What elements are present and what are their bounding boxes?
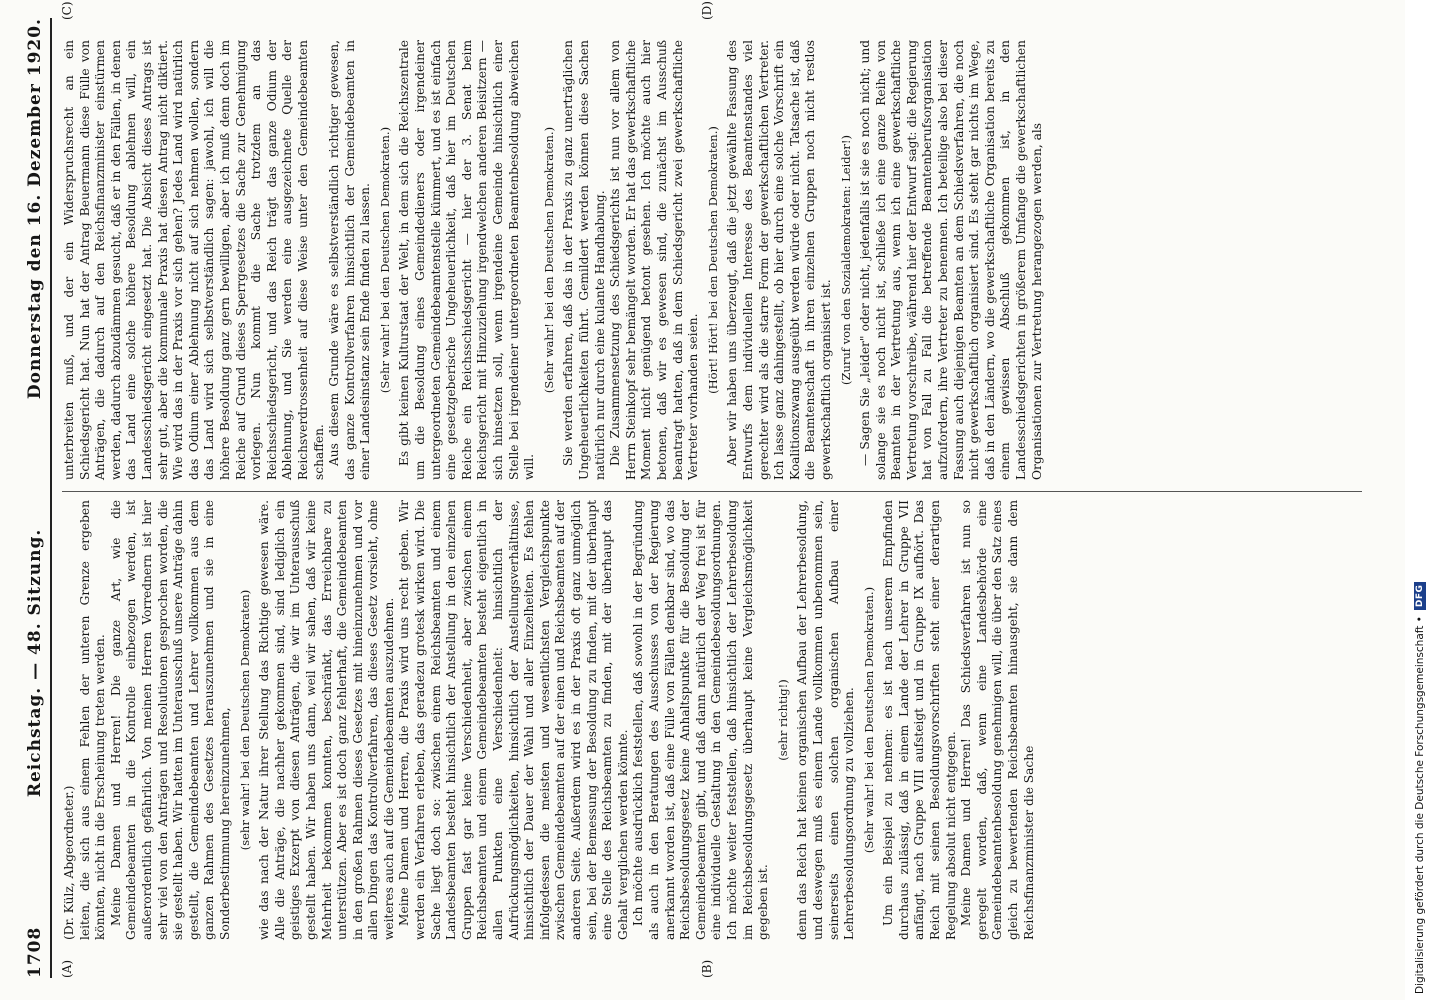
paragraph: Aus diesem Grunde wäre es selbstverständlich richtiger gewesen, das ganze Kontrollverfahren hinsichtlich der Gemeindebeamten in einer Landesinstanz sein Ende finden zu lassen. — [327, 40, 373, 480]
paragraph: Meine Damen und Herren! Die ganze Art, wie die Gemeindebeamten in die Kontrolle einbezogen werden, ist außerordentlich gefährlich. Von meinen Herren Vorrednern ist hier sehr viel von den Anträgen und Resolutionen gesprochen worden, die sie gestellt haben. Wir hatten im Unterausschuß unsere Anträge dahin gestellt, die Gemeindebeamten und Lehrer vollkommen aus dem ganzen Rahmen des Gesetzes herauszunehmen und sie in eine Sonderbestimmung hereinzunehmen, — [108, 500, 232, 940]
paragraph: — Sagen Sie „leider" oder nicht, jedenfalls ist sie es noch nicht; und solange sie es noch nicht ist, schließe ich eine ganze Reihe von Beamten in der Vertretung aus, wenn ich eine gewerkschaftliche Vertretung vorschreibe, während hier der Entwurf sagt: die Regierung hat von Fall zu Fall die betreffende Beamtenberufsorganisation aufzufordern, ihre Vertreter zu benennen. Ich beteilige also bei dieser Fassung auch diejenigen Beamten an dem Schiedsverfahren, die noch nicht gewerkschaftlich organisiert sind. Es steht gar nichts im Wege, daß in den Ländern, wo die gewerkschaftliche Organisation bereits zu einem gewissen Abschluß gekommen ist, in den Landesschiedsgerichten in größerem Umfange die gewerkschaftlichen Organisationen zur Vertretung herangezogen werden, als — [858, 40, 1044, 480]
paragraph: Aber wir haben uns überzeugt, daß die jetzt gewählte Fassung des Entwurfs dem individuellen Interesse des Beamtenstandes viel gerechter wird als die starre Form der gewerkschaftlichen Vertreter. Ich lasse ganz dahingestellt, ob hier durch eine solche Vorschrift ein Koalitionszwang ausgeübt werden würde oder nicht. Tatsache ist, daß die Beamtenschaft in ihren einzelnen Gruppen noch nicht restlos gewerkschaftlich organisiert ist. — [725, 40, 833, 480]
margin-marker-d: (D) — [700, 1, 714, 20]
interjection: (Zuruf von den Sozialdemokraten: Leider!) — [838, 134, 853, 386]
paragraph: denn das Reich hat keinen organischen Aufbau der Lehrerbesoldung, und deswegen muß es einem Lande vollkommen unbenommen sein, seinerseits einen solchen organischen Aufbau einer Lehrerbesoldungsordnung zu vollziehen. — [795, 500, 857, 940]
right-text-column — [62, 40, 1045, 480]
paragraph: Es gibt keinen Kulturstaat der Welt, in dem sich die Reichszentrale um die Besoldung eines Gemeindedieners oder irgendeiner untergeordneten Gemeindebeamtenstelle kümmert, und es ist einfach eine gesetzgeberische Ungeheuerlichkeit, daß hier im Deutschen Reiche ein Reichsschiedsgericht — hier der 3. Senat beim Reichsgericht mit Hinzuziehung irgendwelchen anderen Beisitzern — sich hinsetzen soll, wenn irgendeine Gemeinde hinsichtlich einer Stelle bei irgendeiner untergeordneten Beamtenbesoldung abweichen will. — [397, 40, 537, 480]
paragraph: Meine Damen und Herren, die Praxis wird uns recht geben. Wir werden ein Verfahren erleben, das geradezu grotesk wirken wird. Die Sache liegt doch so: zwischen einem Reichsbeamten und einem Landesbeamten besteht hinsichtlich der Anstellung in den einzelnen Gruppen fast gar keine Verschiedenheit, aber zwischen einem Reichsbeamten und einem Gemeindebeamten besteht eigentlich in allen Punkten eine Verschiedenheit: hinsichtlich der Aufrückungsmöglichkeiten, hinsichtlich der Anstellungsverhältnisse, hinsichtlich der Dauer der Wahl und aller Einzelheiten. Es fehlen infolgedessen die meisten und wesentlichsten Vergleichspunkte zwischen Gemeindebeamten auf der einen und Reichsbeamten auf der anderen Seite. Außerdem wird es in der Praxis oft ganz unmöglich sein, bei der Bemessung der Besoldung zu finden, mit der überhaupt eine Stelle des Reichsbeamten zu finden, mit der überhaupt das Gehalt verglichen werden könnte. — [397, 500, 630, 940]
left-text-column — [62, 500, 1037, 940]
margin-marker-a: (A) — [60, 959, 74, 978]
paragraph: wie das nach der Natur ihrer Stellung das Richtige gewesen wäre. Alle die Anträge, die nachher gekommen sind, sind lediglich ein geistiges Exzerpt von diesen Anträgen, die wir im Unterausschuß gestellt haben. Wir haben uns dann, weil wir sahen, daß wir keine Mehrheit bekommen konnten, beschränkt, das Erreichbare zu unterstützen. Aber es ist doch ganz fehlerhaft, die Gemeindebeamten in den großen Rahmen dieses Gesetzes mit hineinzunehmen und vor allen Dingen das Kontrollverfahren, das dieses Gesetz vorsieht, ohne weiteres auch auf die Gemeindebeamten auszudehnen. — [257, 500, 396, 940]
margin-marker-c: (C) — [60, 1, 74, 20]
dfg-logo: DFG — [1414, 582, 1426, 611]
paragraph: unterbreiten muß, und der ein Widerspruchsrecht an ein Schiedsgericht hat. Nun hat der Antrag Beuermann diese Fülle von Anträgen, die dadurch auf den Reichsfinanzminister einstürmen werden, dadurch abzudämmen gesucht, daß er in den Fällen, in denen das Land eine solche höhere Besoldung ablehnen will, ein Landesschiedsgericht eingesetzt hat. Die Absicht dieses Antrags ist sehr gut, aber die kommunale Praxis hat diesen Antrag nicht diktiert. Wie wird das in der Praxis vor sich gehen? Jedes Land wird natürlich das Odium einer Ablehnung nicht auf sich nehmen wollen, sondern das Land wird sich selbstverständlich sagen: jawohl, ich will die höhere Besoldung ganz gern bewilligen, aber ich muß denn doch im Reiche auf Grund dieses Sperrgesetzes die Sache zur Genehmigung vorlegen. Nun kommt die Sache trotzdem an das Reichsschiedsgericht, und das Reich trägt das ganze Odium der Ablehnung, und Sie werden eine ausgezeichnete Quelle der Reichsverdrossenheit auf diese Weise unter den Gemeindebeamten schaffen. — [62, 40, 326, 480]
credit-text: Digitalisierung gefördert durch die Deutsche Forschungsgemeinschaft • — [1414, 616, 1426, 994]
digitization-credit — [1412, 6, 1428, 994]
paragraph: Um ein Beispiel zu nehmen: es ist nach unserem Empfinden durchaus zulässig, daß in einem Lande der Lehrer in Gruppe VII anfängt, nach Gruppe VIII aufsteigt und in Gruppe IX aufhört. Das Reich mit seinen Besoldungsvorschriften steht einer derartigen Regelung absolut nicht entgegen. — [881, 500, 958, 940]
session-heading: Reichstag. — 48. Sitzung. — [25, 528, 45, 798]
paragraph: Ich möchte ausdrücklich feststellen, daß sowohl in der Begründung als auch in den Beratungen des Ausschusses von der Regierung anerkannt worden ist, daß eine Fülle von Fällen denkbar sind, wo das Reichsbesoldungsgesetz keine Anhaltspunkte für die Besoldung der Gemeindebeamten gibt, und daß dann natürlich der Weg frei ist für eine individuelle Gestaltung in den Gemeindebesoldungsordnungen. Ich möchte weiter feststellen, daß hinsichtlich der Lehrerbesoldung im Reichsbesoldungsgesetz überhaupt keine Vergleichsmöglichkeit gegeben ist. — [631, 500, 771, 940]
column-divider — [62, 491, 1362, 492]
interjection: (Sehr wahr! bei den Deutschen Demokraten.) — [541, 126, 556, 394]
interjection: (sehr wahr! bei den Deutschen Demokraten) — [237, 589, 252, 851]
speaker-fragment: (Dr. Külz, Abgeordneter.) — [62, 785, 76, 940]
paragraph: leiten, die sich aus einem Fehlen der unteren Grenze ergeben könnten, nicht in die Erscheinung treten werden. — [77, 500, 108, 940]
page-header — [20, 18, 52, 978]
margin-marker-b: (B) — [700, 959, 714, 978]
interjection: (Hört! Hört! bei den Deutschen Demokraten.) — [705, 126, 720, 394]
page-number: 1708 — [25, 926, 45, 978]
interjection: (Sehr wahr! bei den Deutschen Demokraten.) — [377, 126, 392, 394]
session-date: Donnerstag den 16. Dezember 1920. — [25, 18, 45, 400]
interjection: (sehr richtig!) — [775, 679, 790, 761]
paragraph: Die Zusammensetzung des Schiedsgerichts ist nun vor allem von Herrn Steinkopf sehr bemängelt worden. Er hat das gewerkschaftliche Moment nicht genügend betont gesehen. Ich möchte auch hier betonen, daß wir es gewesen sind, die zunächst im Ausschuß beantragt hatten, daß in dem Schiedsgericht zwei gewerkschaftliche Vertreter vorhanden seien. — [608, 40, 701, 480]
paragraph: Meine Damen und Herren! Das Schiedsverfahren ist nun so geregelt worden, daß, wenn eine Landesbehörde eine Gemeindebeamtenbesoldung genehmigen will, die über den Satz eines gleich zu bewertenden Reichsbeamten hinausgeht, sie dann dem Reichsfinanzminister die Sache — [959, 500, 1036, 940]
interjection: (Sehr wahr! bei den Deutschen Demokraten.) — [861, 586, 876, 854]
paragraph: Sie werden erfahren, daß das in der Praxis zu ganz unerträglichen Ungeheuerlichkeiten führt. Gemildert werden können diese Sachen natürlich nur durch eine kulante Handhabung. — [561, 40, 607, 480]
